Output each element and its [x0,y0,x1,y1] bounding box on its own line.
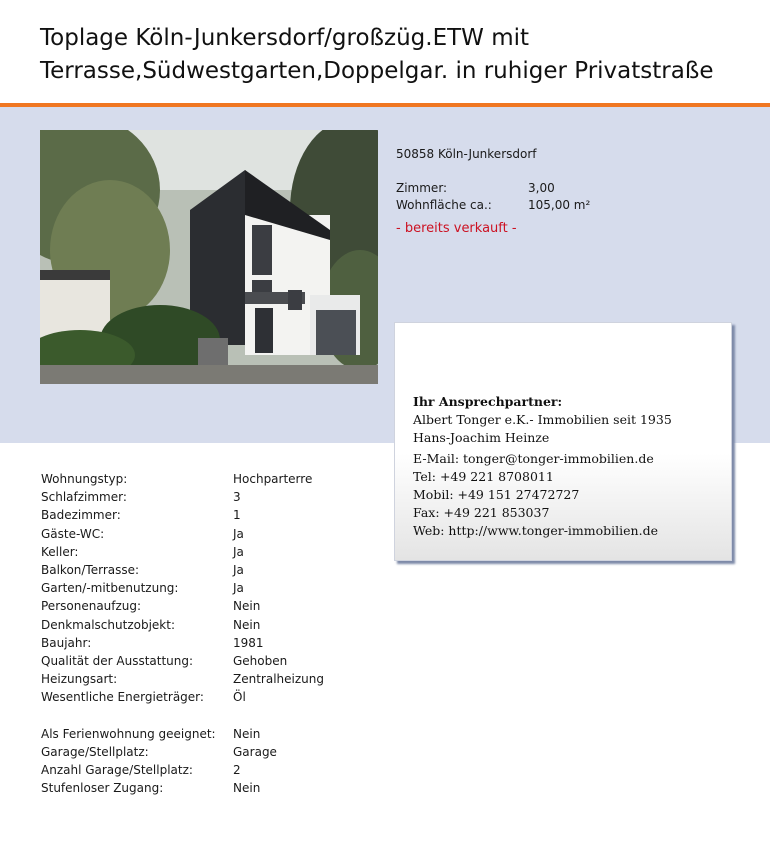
detail-label: Schlafzimmer: [41,490,127,505]
detail-label: Wesentliche Energieträger: [41,690,204,705]
property-summary [396,146,736,237]
detail-row [41,725,371,743]
detail-value: Zentralheizung [233,672,324,687]
rooms-label: Zimmer: [396,181,448,195]
detail-label: Denkmalschutzobjekt: [41,617,175,632]
property-details [41,470,371,798]
detail-value: Nein [233,617,261,632]
detail-row [41,597,371,615]
detail-label: Garage/Stellplatz: [41,745,149,760]
contact-fax: Fax: +49 221 853037 [413,505,550,520]
detail-row [41,470,371,488]
rooms-value: 3,00 [528,181,555,195]
detail-value: Ja [233,526,244,541]
contact-box [394,322,732,561]
detail-label: Wohnungstyp: [41,472,128,486]
area-label: Wohnfläche ca.: [396,198,492,212]
summary-row-rooms [396,180,736,197]
detail-value: 1981 [233,635,264,650]
detail-row [41,543,371,561]
contact-web[interactable]: Web: http://www.tonger-immobilien.de [413,523,658,538]
detail-value: Nein [233,726,261,741]
detail-row [41,579,371,597]
detail-row [41,688,371,706]
detail-value: Nein [233,599,261,614]
detail-value: Hochparterre [233,472,313,486]
summary-row-area [396,197,736,214]
property-photo[interactable] [40,130,378,384]
detail-value: Nein [233,781,261,796]
detail-value: Gehoben [233,654,288,669]
detail-label: Qualität der Ausstattung: [41,654,194,669]
detail-value: Ja [233,581,244,596]
detail-value: Öl [233,690,246,705]
detail-row [41,652,371,670]
detail-label: Als Ferienwohnung geeignet: [41,726,216,741]
detail-label: Baujahr: [41,635,92,650]
detail-value: Garage [233,745,277,760]
detail-row [41,525,371,543]
detail-row [41,561,371,579]
detail-value: 2 [233,763,241,778]
detail-row [41,506,371,524]
area-value: 105,00 m² [528,198,591,212]
contact-tel[interactable]: Tel: +49 221 8708011 [413,469,554,484]
detail-label: Badezimmer: [41,508,121,523]
detail-label: Garten/-mitbenutzung: [41,581,179,596]
detail-row [41,670,371,688]
detail-label: Keller: [41,544,79,559]
contact-mobile[interactable]: Mobil: +49 151 27472727 [413,487,580,502]
detail-label: Gäste-WC: [41,526,105,541]
detail-value: 1 [233,508,241,523]
sold-status: - bereits verkauft - [396,221,517,236]
detail-label: Balkon/Terrasse: [41,563,140,578]
detail-row [41,743,371,761]
detail-value: 3 [233,490,241,505]
detail-label: Personenaufzug: [41,599,142,614]
property-location: 50858 Köln-Junkersdorf [396,147,537,161]
detail-row [41,761,371,779]
detail-value: Ja [233,544,244,559]
contact-person: Hans-Joachim Heinze [413,430,550,445]
contact-company: Albert Tonger e.K.- Immobilien seit 1935 [413,412,672,427]
page-title: Toplage Köln-Junkersdorf/großzüg.ETW mit Terrasse,Südwestgarten,Doppelgar. in ruhiger Privatstraße [40,25,714,84]
detail-row [41,488,371,506]
detail-label: Stufenloser Zugang: [41,781,164,796]
detail-value: Ja [233,563,244,578]
detail-label: Anzahl Garage/Stellplatz: [41,763,193,778]
detail-row [41,779,371,797]
detail-row [41,616,371,634]
detail-row [41,634,371,652]
contact-email[interactable]: E-Mail: tonger@tonger-immobilien.de [413,451,654,466]
contact-heading: Ihr Ansprechpartner: [413,394,563,409]
detail-label: Heizungsart: [41,672,118,687]
